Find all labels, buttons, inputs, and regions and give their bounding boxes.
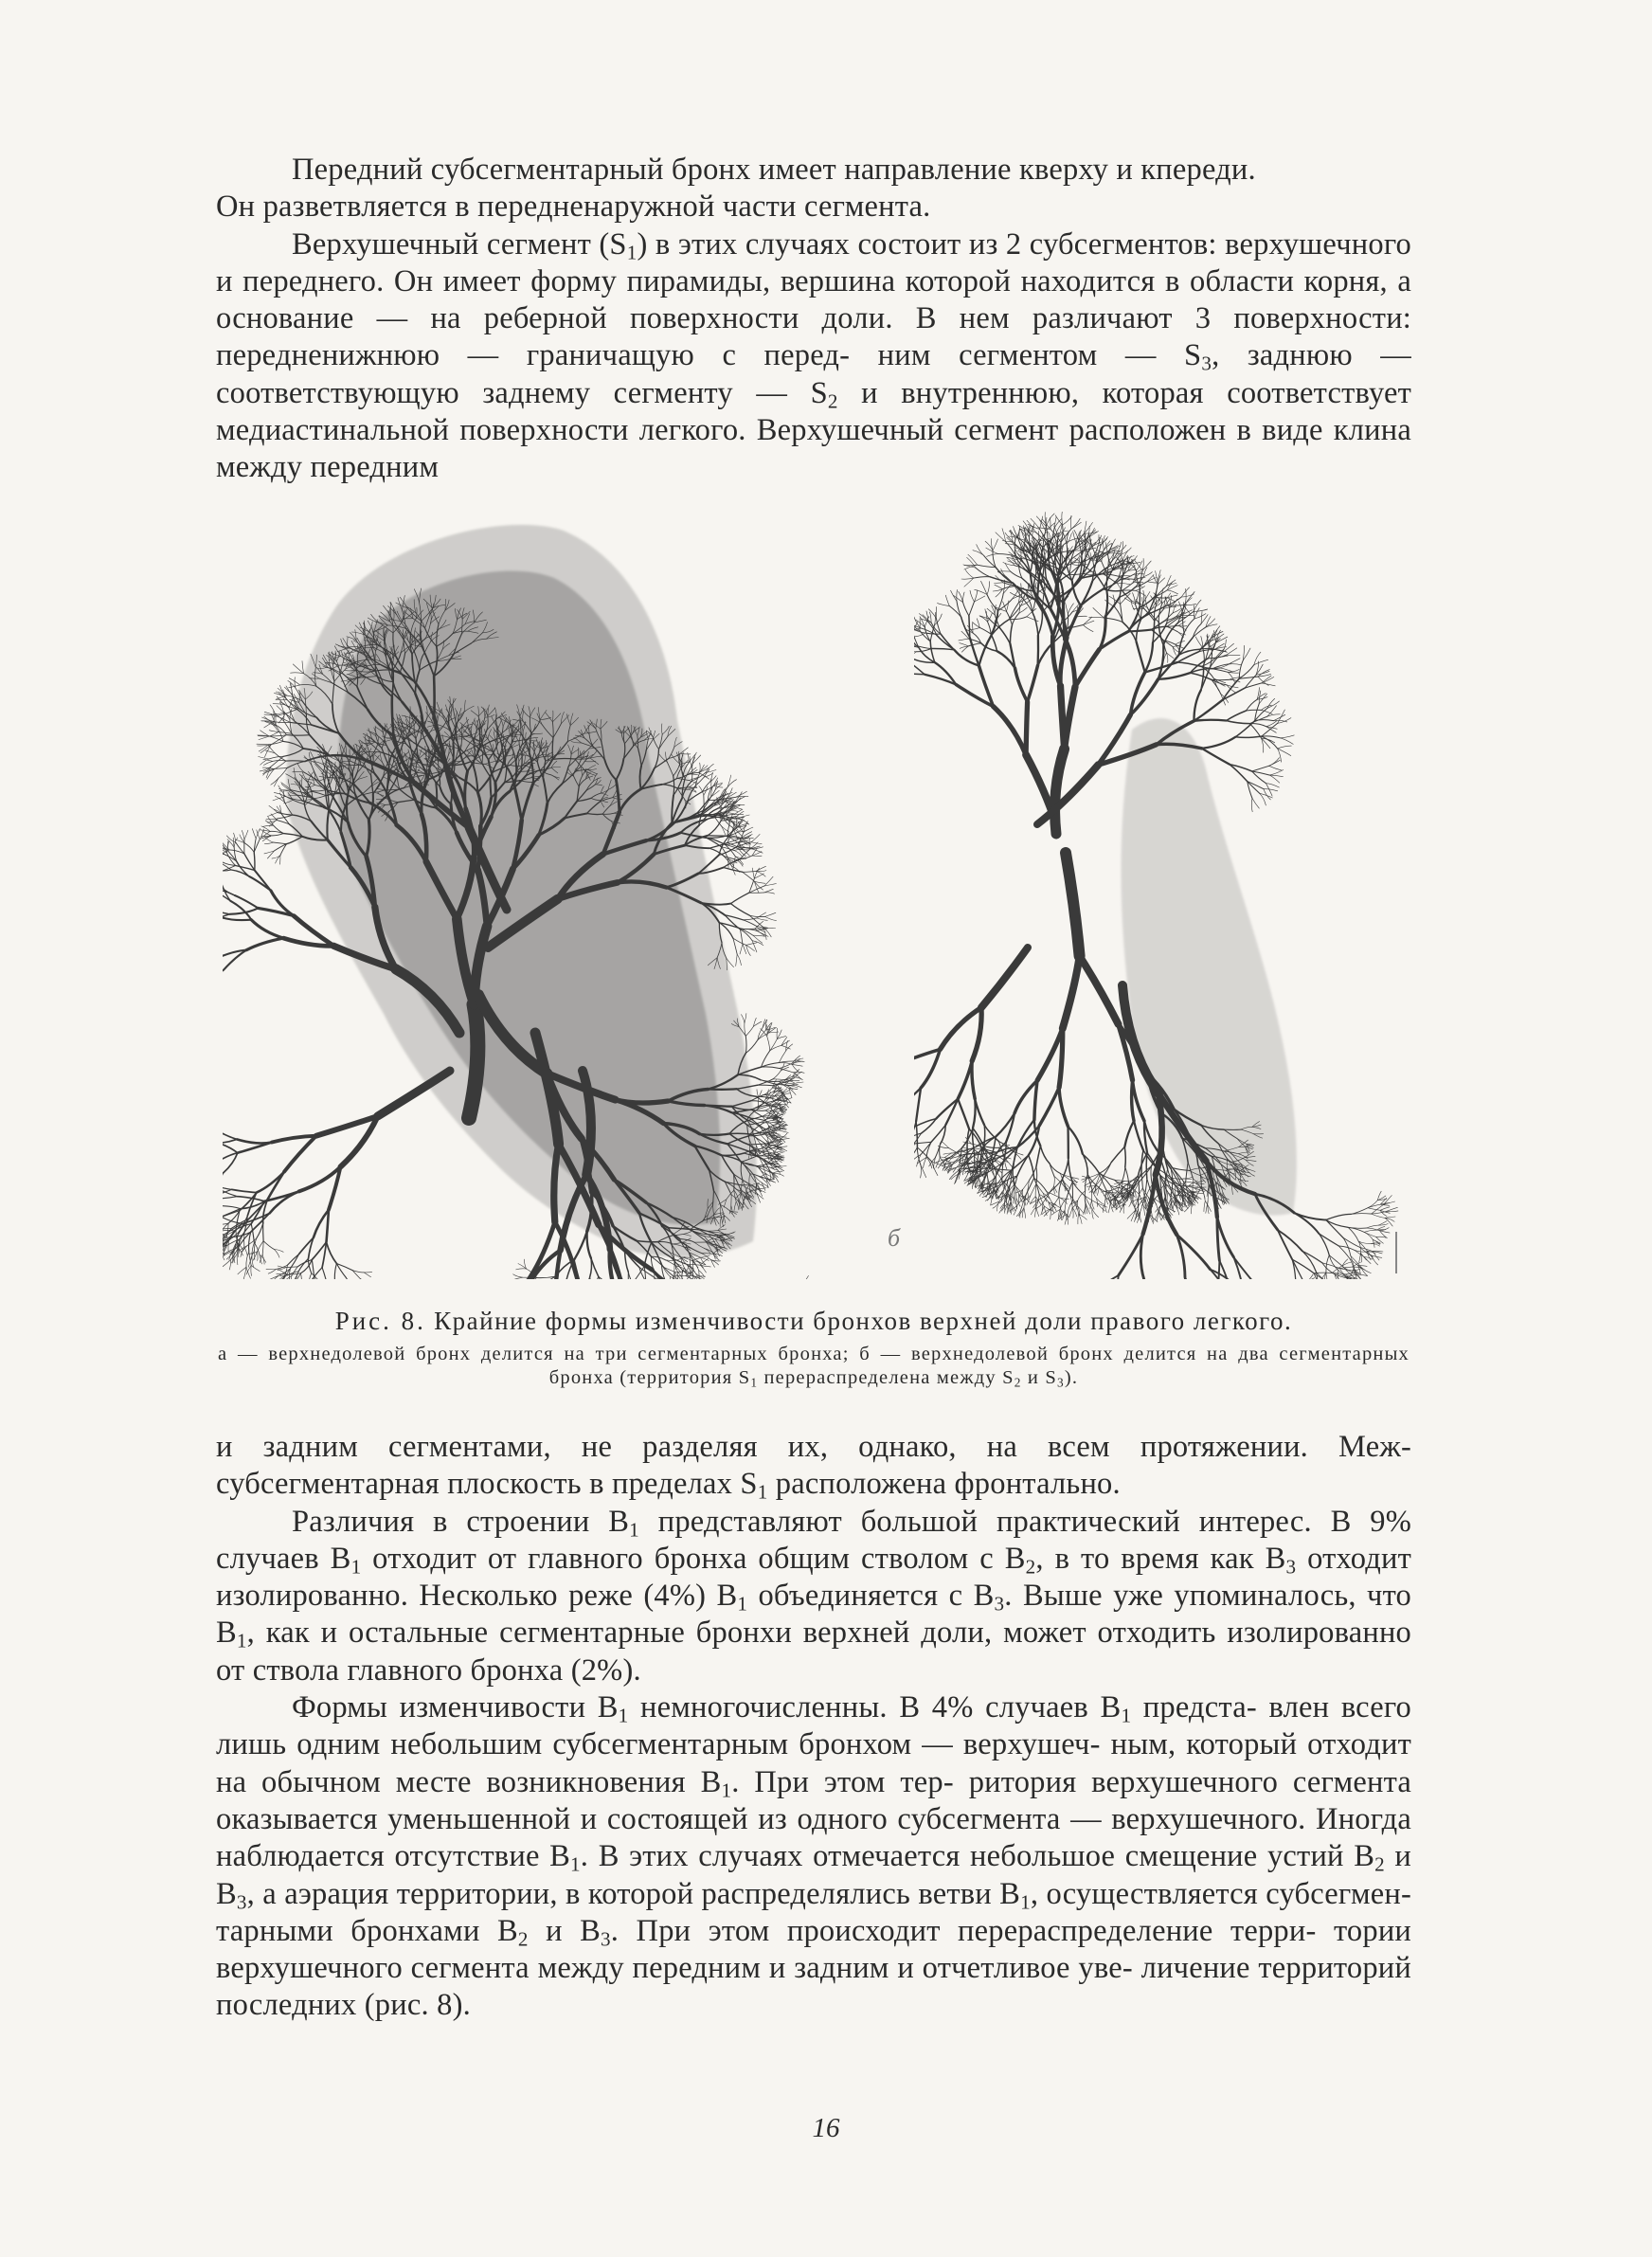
bronchus-branch — [734, 797, 745, 803]
bronchus-branch — [288, 680, 296, 688]
bronchus-branch — [284, 687, 292, 695]
bronchus-branch — [736, 954, 738, 966]
bronchus-branch — [763, 889, 773, 893]
bronchus-branch — [762, 1063, 780, 1068]
bronchus-branch — [269, 805, 278, 812]
bronchus-branch — [737, 954, 741, 966]
bronchus-branch — [223, 1139, 237, 1143]
bronchus-branch — [364, 1272, 372, 1273]
bronchus-branch — [251, 1224, 254, 1243]
bronchus-branch — [709, 1089, 737, 1090]
text-line: Он разветвляется в передненаружной части сегмента. — [216, 190, 931, 225]
bronchus-branch — [779, 1051, 785, 1063]
text-fragment: ) в этих случаях состоит из 2 субсегментов: — [637, 226, 1217, 262]
bronchus-branch — [246, 938, 283, 950]
bronchus-branch — [773, 1079, 785, 1080]
bronchus-branch — [223, 1185, 232, 1190]
bronchus-branch — [280, 1275, 288, 1276]
bronchus-branch — [223, 910, 229, 914]
bronchus-branch — [264, 837, 273, 842]
bronchus-branch — [574, 1231, 587, 1259]
bronchus-branch — [257, 1241, 263, 1252]
bronchus-branch — [293, 664, 303, 674]
bronchus-branch — [284, 1136, 316, 1172]
bronchus-branch — [699, 1271, 700, 1279]
bronchus-branch — [628, 1272, 635, 1279]
bronchus-branch — [347, 1278, 357, 1279]
bronchus-branch — [512, 1277, 523, 1279]
bronchus-branch — [223, 1129, 237, 1140]
bronchus-branch — [268, 1270, 276, 1274]
bronchus-branch — [291, 673, 304, 674]
bronchus-branch — [263, 825, 274, 826]
bronchus-branch — [286, 761, 305, 762]
bronchus-branch — [762, 1067, 780, 1069]
bronchus-branch — [439, 762, 440, 773]
bronchus-branch — [285, 1276, 292, 1279]
bronchus-branch — [585, 1277, 590, 1279]
bronchus-branch — [257, 1252, 258, 1261]
bronchus-branch — [754, 868, 759, 878]
bronchus-branch — [763, 893, 774, 894]
bronchus-branch — [322, 1268, 327, 1279]
bronchus-branch — [223, 1197, 238, 1200]
bronchus-branch — [251, 1266, 260, 1272]
bronchus-branch — [742, 838, 754, 839]
bronchus-branch — [269, 731, 278, 732]
bronchus-branch — [278, 767, 287, 778]
bronchus-branch — [692, 772, 706, 781]
bronchus-branch — [364, 1273, 370, 1277]
bronchus-branch — [673, 1275, 686, 1276]
bronchus-branch — [273, 704, 283, 705]
bronchus-branch — [229, 1259, 230, 1270]
bronchus-branch — [734, 809, 742, 814]
bronchus-branch — [731, 904, 750, 916]
bronchus-branch — [259, 736, 270, 740]
bronchus-branch — [719, 923, 733, 939]
bronchus-branch — [274, 778, 278, 786]
bronchus-branch — [530, 1222, 555, 1278]
figure-8 — [223, 502, 1416, 1289]
bronchus-branch — [224, 950, 246, 970]
bronchus-branch — [709, 848, 725, 857]
bronchus-branch — [266, 819, 278, 820]
bronchus-branch — [752, 868, 754, 878]
bronchus-branch — [292, 1267, 297, 1276]
bronchus-branch — [753, 935, 765, 936]
bronchus-branch — [490, 777, 491, 798]
bronchus-branch — [276, 856, 280, 863]
bronchus-branch — [687, 1264, 700, 1265]
text-fragment: и внутреннюю, которая соответствует медиастинальной поверхности — [216, 375, 1411, 448]
subscript: 3 — [1201, 352, 1212, 375]
bronchus-branch — [252, 1257, 254, 1268]
bronchus-branch — [708, 836, 727, 837]
bronchus-branch — [267, 813, 278, 817]
bronchus-branch — [731, 893, 749, 903]
text-line: верхушечного и переднего. Он имеет форму пирамиды, вершина которой — [216, 226, 1411, 298]
bronchus-branch — [745, 1036, 746, 1053]
bronchus-branch — [802, 1275, 809, 1279]
text-fragment: Верхушечный сегмент (S — [292, 226, 627, 262]
bronchus-branch — [327, 1210, 330, 1242]
bronchus-branch — [743, 920, 756, 926]
bronchus-branch — [223, 1232, 224, 1235]
bronchus-branch — [257, 1172, 284, 1193]
bronchus-branch — [246, 1252, 249, 1267]
bronchus-branch — [587, 1231, 591, 1258]
bronchus-branch — [262, 1241, 263, 1255]
bronchus-branch — [257, 830, 260, 840]
paragraph — [216, 152, 1411, 226]
bronchus-branch — [257, 744, 268, 745]
bronchus-branch — [244, 830, 248, 840]
bronchus-branch — [757, 912, 766, 918]
bronchus-branch — [736, 818, 737, 828]
bronchus-branch — [223, 918, 251, 921]
bronchus-branch — [599, 1276, 611, 1279]
bronchus-branch — [301, 1273, 302, 1279]
bronchus-branch — [777, 1028, 778, 1038]
bronchus-branch — [311, 1268, 322, 1279]
bronchus-branch — [270, 1275, 279, 1279]
bronchus-branch — [254, 852, 255, 870]
bronchus-branch — [713, 1254, 719, 1260]
bronchus-branch — [743, 871, 757, 872]
bronchus-branch — [758, 1085, 773, 1086]
bronchus-branch — [793, 1072, 804, 1073]
bronchus-branch — [780, 1063, 793, 1068]
bronchus-branch — [663, 1267, 674, 1272]
text-fragment: , заднюю — соответствующую заднему сегменту — — [216, 338, 1411, 410]
text-line: Передний субсегментарный бронх имеет направление кверху и кпереди. — [292, 153, 1256, 187]
bronchus-branch — [251, 920, 283, 938]
bronchus-branch — [755, 881, 766, 883]
bronchus-branch — [499, 1278, 530, 1279]
text-fragment: ним сегментом — S — [877, 338, 1202, 373]
bronchus-branch — [309, 1273, 312, 1279]
subscript: 1 — [626, 240, 637, 263]
bronchus-branch — [274, 1250, 279, 1258]
bronchus-branch — [276, 715, 290, 722]
bronchus-branch — [264, 842, 274, 843]
bronchial-tree-panel-a — [223, 502, 829, 1279]
bronchus-branch — [756, 871, 765, 876]
bronchus-branch — [271, 834, 284, 836]
bronchus-branch — [223, 1142, 238, 1152]
bronchus-branch — [259, 757, 269, 760]
bronchus-branch — [302, 661, 304, 674]
bronchus-branch — [469, 1004, 477, 1118]
bronchus-branch — [434, 677, 435, 717]
bronchus-branch — [274, 722, 290, 723]
bronchus-branch — [223, 970, 224, 989]
bronchus-branch — [767, 1037, 770, 1051]
bronchus-branch — [263, 761, 272, 765]
bronchus-branch — [792, 1064, 802, 1066]
bronchus-branch — [773, 1171, 782, 1173]
bronchus-branch — [270, 1191, 299, 1213]
bronchus-branch — [251, 1213, 270, 1232]
bronchus-branch — [223, 1206, 241, 1209]
bronchus-branch — [711, 790, 720, 797]
bronchus-branch — [742, 1015, 745, 1023]
bronchus-branch — [223, 1229, 231, 1230]
top-text-block — [216, 152, 1411, 487]
bronchus-branch — [749, 915, 764, 916]
bronchus-branch — [757, 918, 767, 920]
bronchus-branch — [244, 1247, 247, 1256]
bronchus-branch — [745, 1026, 753, 1036]
bronchus-branch — [755, 881, 760, 893]
bronchus-branch — [516, 1269, 527, 1270]
text-line: находится в области корня, а основание — на реберной поверхности доли. — [216, 263, 1411, 336]
bronchus-branch — [743, 872, 755, 881]
text-fragment: S — [810, 375, 828, 410]
bronchus-branch — [251, 1266, 252, 1276]
bronchus-branch — [260, 759, 269, 765]
bronchus-branch — [779, 1130, 788, 1133]
text-line: В нем различают 3 поверхности: передненижнюю — граничащую с перед- — [216, 301, 1412, 373]
bronchus-branch — [251, 1251, 255, 1259]
bronchus-branch — [752, 849, 763, 853]
bronchus-branch — [237, 1139, 272, 1143]
bronchus-branch — [745, 1014, 746, 1023]
bronchus-branch — [741, 930, 743, 944]
bronchus-branch — [223, 1230, 234, 1231]
bronchus-branch — [743, 918, 757, 920]
bronchus-branch — [765, 912, 776, 916]
bronchus-branch — [752, 856, 762, 857]
bronchus-branch — [590, 1258, 592, 1277]
text-line: легкого. Верхушечный сегмент расположен в виде клина между передним — [216, 413, 1411, 485]
bronchus-branch — [237, 1254, 238, 1265]
subscript: 2 — [827, 389, 838, 413]
bronchus-branch — [770, 1039, 778, 1051]
bronchus-branch — [263, 1241, 274, 1250]
bronchus-branch — [334, 1264, 336, 1280]
bronchus-branch — [271, 778, 278, 785]
bronchus-branch — [232, 1189, 257, 1192]
bronchus-branch — [727, 858, 728, 868]
bronchus-branch — [252, 829, 256, 839]
bronchus-branch — [289, 685, 300, 688]
bronchus-branch — [273, 761, 286, 762]
bronchus-branch — [644, 1267, 646, 1280]
bronchus-branch — [740, 944, 743, 954]
bronchus-branch — [746, 943, 757, 946]
bronchus-branch — [230, 901, 251, 920]
bronchus-branch — [231, 870, 249, 876]
bronchus-branch — [327, 1242, 337, 1264]
bronchus-branch — [513, 1274, 523, 1277]
paragraph — [216, 226, 1411, 487]
bronchus-branch — [724, 868, 743, 873]
bronchus-branch — [773, 1071, 781, 1079]
bronchus-branch — [234, 833, 236, 842]
bronchus-branch — [792, 1070, 799, 1077]
bronchus-branch — [745, 1040, 758, 1054]
bronchus-branch — [223, 1259, 231, 1266]
bronchus-branch — [752, 941, 757, 952]
bronchus-branch — [242, 830, 244, 840]
bronchus-branch — [634, 1267, 644, 1280]
bronchus-branch — [244, 843, 254, 853]
bronchus-branch — [722, 826, 726, 835]
bronchus-branch — [286, 735, 309, 736]
bronchus-branch — [274, 842, 287, 844]
bronchus-branch — [249, 1232, 251, 1252]
bronchus-branch — [594, 1276, 599, 1279]
